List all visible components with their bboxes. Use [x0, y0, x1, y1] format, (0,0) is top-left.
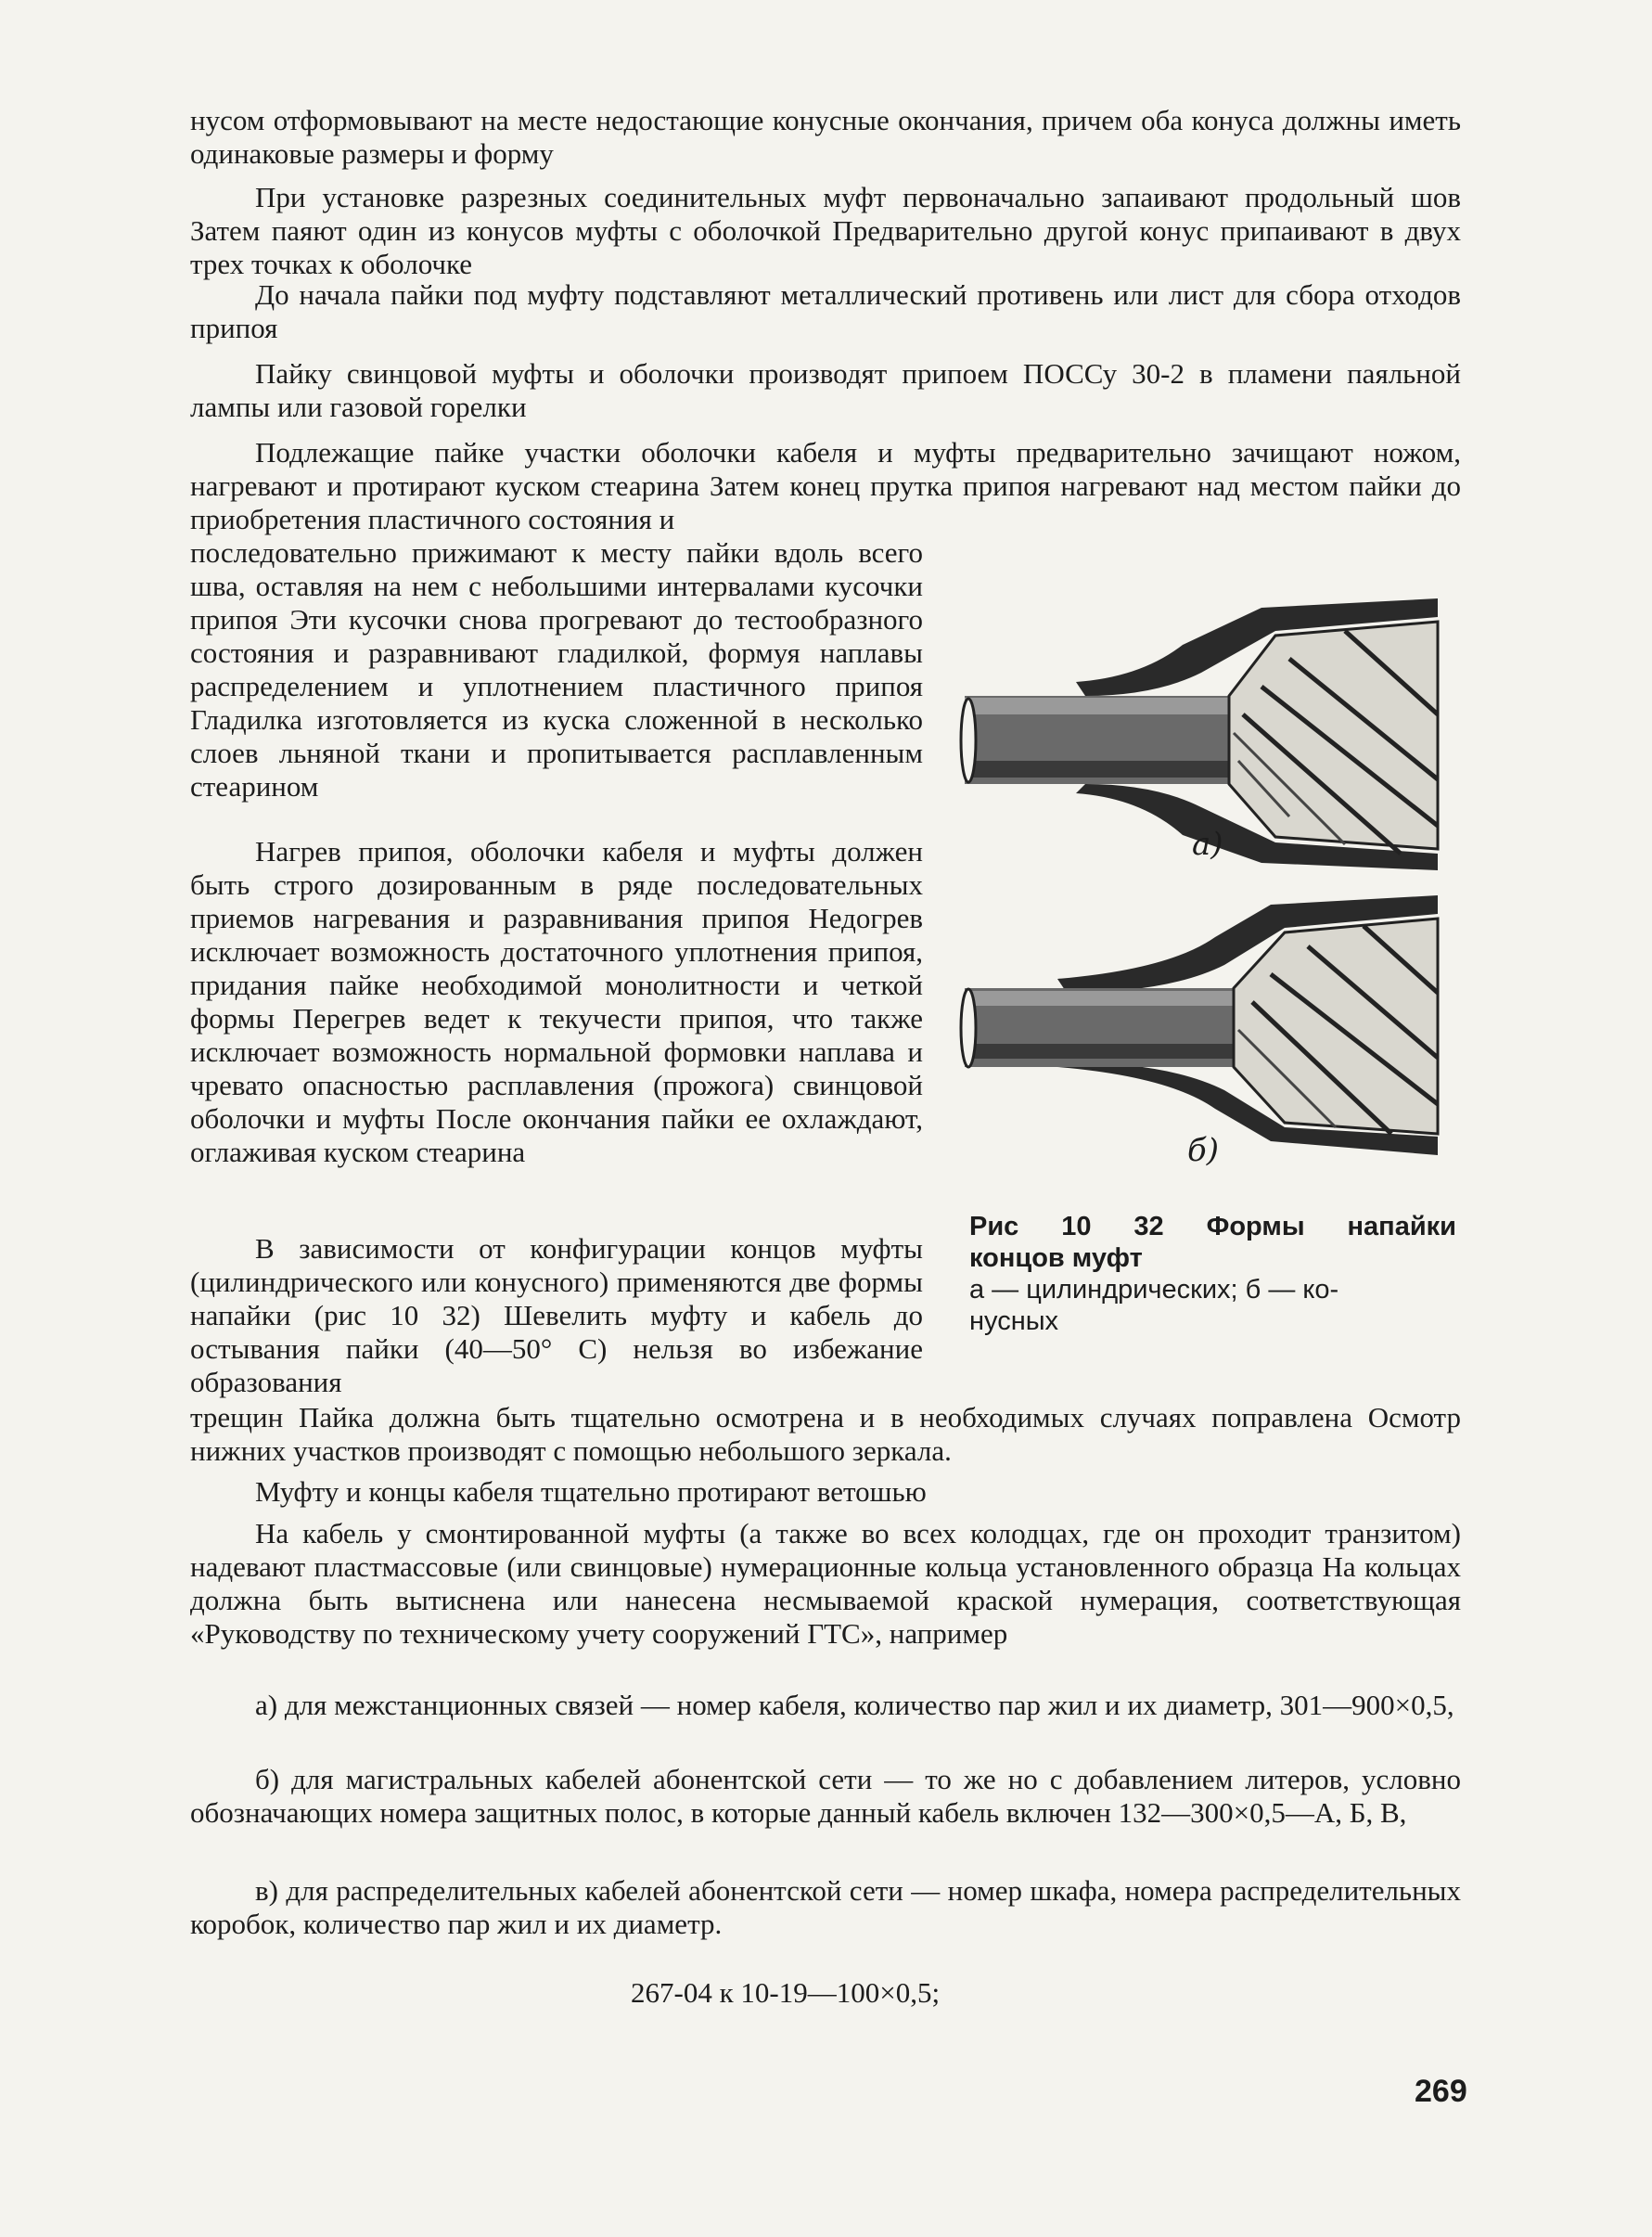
- paragraph-12: в) для распределительных кабелей абонентской сети — номер шкафа, номера распределительных коробок, количество пар жил и их диаметр.: [190, 1874, 1461, 1940]
- paragraph-1: нусом отформовывают на месте недостающие конусные окончания, причем оба конуса должны иметь одинаковые размеры и форму: [190, 104, 1461, 170]
- paragraph-7-continued: трещин Пайка должна быть тщательно осмотрена и в необходимых случаях поправлена Осмотр нижних участков производят с помощью небольшого зеркала.: [190, 1401, 1461, 1467]
- paragraph-7: В зависимости от конфигурации концов муфты (цилиндрического или конусного) применяются две формы напайки (рис 10 32) Шевелить муфту и кабель до остывания пайки (40—50° С) нельзя во избежание образования: [190, 1232, 923, 1398]
- caption-title-line-1: Рис 10 32 Формы напайки: [969, 1212, 1456, 1241]
- caption-title-line-2: концов муфт: [969, 1243, 1143, 1273]
- paragraph-4: Пайку свинцовой муфты и оболочки производят припоем ПОССу 30-2 в пламени паяльной лампы или газовой горелки: [190, 357, 1461, 423]
- paragraph-5: Подлежащие пайке участки оболочки кабеля и муфты предварительно зачищают ножом, нагревают и протирают куском стеарина Затем конец прутка припоя нагревают над местом пайки до приобретения пластичного состояния и: [190, 436, 1461, 535]
- page-number: 269: [1415, 2074, 1467, 2109]
- figure-b-conical-joint: [955, 891, 1475, 1169]
- caption-legend-line-2: нусных: [969, 1306, 1059, 1336]
- paragraph-6: Нагрев припоя, оболочки кабеля и муфты должен быть строго дозированным в ряде последовательных приемов нагревания и разравнивания припоя Недогрев исключает возможность достаточного уплотнения припоя, придания пайке необходимой монолитности и четкой формы Перегрев ведет к текучести припоя, что также исключает возможность нормальной формовки наплава и чревато опасностью расплавления (прожога) свинцовой оболочки и муфты После окончания пайки ее охлаждают, оглаживая куском стеарина: [190, 835, 923, 1168]
- example-formula: 267-04 к 10-19—100×0,5;: [631, 1976, 941, 2009]
- figure-b-label: б): [1187, 1132, 1220, 1169]
- paragraph-11: б) для магистральных кабелей абонентской сети — то же но с добавлением литеров, условно обозначающих номера защитных полос, в которые данный кабель включен 132—300×0,5—А, Б, В,: [190, 1763, 1461, 1829]
- conical-joint-illustration: [955, 891, 1475, 1169]
- paragraph-3: До начала пайки под муфту подставляют металлический противень или лист для сбора отходов припоя: [190, 278, 1461, 344]
- figure-caption: [969, 1211, 1456, 1337]
- figure-a-label: а): [1192, 826, 1223, 863]
- paragraph-10: а) для межстанционных связей — номер кабеля, количество пар жил и их диаметр, 301—900×0,5,: [255, 1689, 1454, 1721]
- paragraph-9: На кабель у смонтированной муфты (а также во всех колодцах, где он проходит транзитом) надевают пластмассовые (или свинцовые) нумерационные кольца установленного образца На кольцах должна быть вытиснена или нанесена несмываемой краской нумерация, соответствующая «Руководству по техническому учету сооружений ГТС», например: [190, 1517, 1461, 1650]
- caption-legend-line-1: а — цилиндрических; б — ко-: [969, 1275, 1339, 1305]
- paragraph-5-continued: последовательно прижимают к месту пайки вдоль всего шва, оставляя на нем с небольшими интервалами кусочки припоя Эти кусочки снова прогревают до тестообразного состояния и разравнивают гладилкой, формуя наплавы распределением и уплотнением пластичного припоя Гладилка изготовляется из куска сложенной в несколько слоев льняной ткани и пропитывается расплавленным стеарином: [190, 536, 923, 803]
- paragraph-8: Муфту и концы кабеля тщательно протирают ветошью: [255, 1475, 927, 1508]
- paragraph-2: При установке разрезных соединительных муфт первоначально запаивают продольный шов Затем паяют один из конусов муфты с оболочкой Предварительно другой конус припаивают в двух трех точках к оболочке: [190, 181, 1461, 280]
